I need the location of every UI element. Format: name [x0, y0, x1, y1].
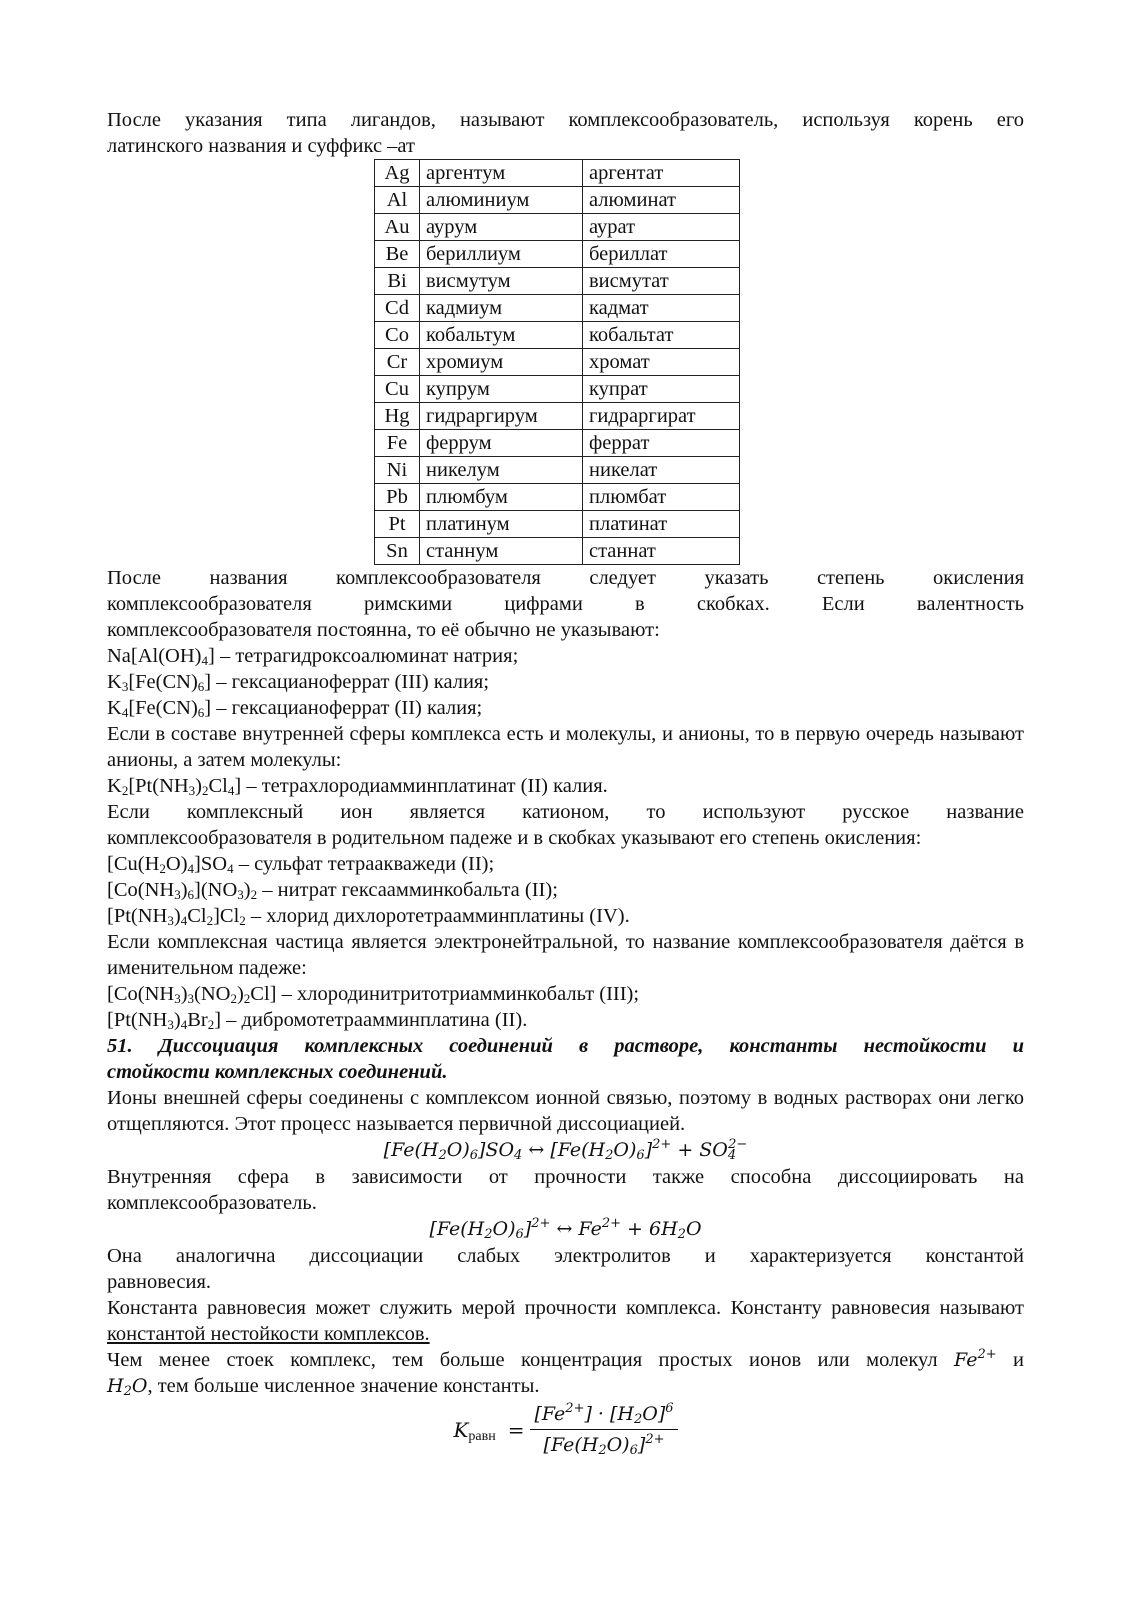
table-row — [375, 187, 740, 214]
example-pt-cl: $[Pt(NH_3)_4Cl_2]Cl_2$ – хлорид дихлоротетраамминплатины (IV). — [107, 905, 630, 928]
table-row — [375, 430, 740, 457]
equation-secondary-dissociation: $[Fe(H_2O)_6]^{2+}$ ↔ $Fe^{2+} + 6H_2O$ — [429, 1216, 702, 1242]
section-51-paragraph-1: Ионы внешней сферы соединены с комплексом ионной связью, поэтому в водных растворах они легко отщепляются. Этот процесс называется первичной диссоциацией. — [107, 1087, 1024, 1135]
ate-name: плюмбат — [583, 484, 740, 511]
equation-primary-dissociation: $[Fe(H_2O)_6]SO_4$ ↔ $[Fe(H_2O)_6]^{2+} + SO_4^{2-}$ — [383, 1137, 748, 1163]
cation-line-1: Если комплексный ион является катионом, то используют русское название — [107, 801, 1024, 823]
oxidation-line-1: После названия комплексообразователя следует указать степень окисления — [107, 567, 1024, 589]
ate-name: феррат — [583, 430, 740, 457]
element-symbol: Bi — [375, 268, 420, 295]
element-symbol: Cd — [375, 295, 420, 322]
table-row — [375, 349, 740, 376]
section-51-paragraph-2-line-1: Внутренняя сфера в зависимости от прочности также способна диссоциировать на — [107, 1166, 1024, 1188]
anions-paragraph: Если в составе внутренней сферы комплекса есть и молекулы, и анионы, то в первую очередь называют анионы, а затем молекулы: — [107, 723, 1024, 771]
equilibrium-constant-formula — [107, 1401, 1024, 1458]
table-row — [375, 538, 740, 565]
latin-name: бериллиум — [420, 241, 583, 268]
fraction-denominator: $[Fe(H_2O)_6]^{2+}$ — [543, 1432, 665, 1458]
ate-name: кадмат — [583, 295, 740, 322]
latin-name: гидраргирум — [420, 403, 583, 430]
section-51-paragraph-5-line-1: Чем менее стоек комплекс, тем больше концентрация простых ионов или молекул $Fe^{2+}$ и — [107, 1347, 1024, 1371]
element-symbol: Ni — [375, 457, 420, 484]
cation-line-2: комплексообразователя в родительном падеже и в скобках указывают его степень окисления: — [107, 827, 922, 849]
ate-name: алюминат — [583, 187, 740, 214]
fraction-numerator: $[Fe^{2+}] \cdot [H_2O]^6$ — [530, 1401, 677, 1430]
ate-name: аурат — [583, 214, 740, 241]
latin-name: кадмиум — [420, 295, 583, 322]
table-row — [375, 376, 740, 403]
ate-name: аргентат — [583, 160, 740, 187]
fraction — [530, 1401, 677, 1458]
example-k4-fe: $K_4[Fe(CN)_6]$ – гексацианоферрат (II) калия; — [107, 697, 483, 720]
table-row — [375, 322, 740, 349]
table-row — [375, 403, 740, 430]
intro-line-1: После указания типа лигандов, называют комплексообразователь, используя корень его — [107, 109, 1024, 131]
underlined-term: константой нестойкости комплексов. — [107, 1323, 430, 1345]
latin-name: аурум — [420, 214, 583, 241]
element-symbol: Sn — [375, 538, 420, 565]
example-co-no2: $[Co(NH_3)_3(NO_2)_2Cl]$ – хлородинитритотриамминкобальт (III); — [107, 983, 640, 1006]
element-symbol: Cr — [375, 349, 420, 376]
section-51-paragraph-2-line-2: комплексообразователь. — [107, 1192, 317, 1214]
equals-sign: = — [507, 1417, 525, 1442]
latin-name: висмутум — [420, 268, 583, 295]
element-names-table — [374, 159, 740, 565]
example-pt-br: $[Pt(NH_3)_4Br_2]$ – дибромотетраамминплатина (II). — [107, 1009, 528, 1032]
section-51-paragraph-3-line-2: равновесия. — [107, 1271, 212, 1293]
ate-name: никелат — [583, 457, 740, 484]
latin-name: станнум — [420, 538, 583, 565]
latin-name: алюминиум — [420, 187, 583, 214]
ate-name: кобальтат — [583, 322, 740, 349]
element-symbol: Be — [375, 241, 420, 268]
ate-name: висмутат — [583, 268, 740, 295]
element-symbol: Pb — [375, 484, 420, 511]
oxidation-line-3: комплексообразователя постоянна, то её обычно не указывают: — [107, 619, 660, 641]
latin-name: никелум — [420, 457, 583, 484]
table-row — [375, 511, 740, 538]
ate-name: гидраргират — [583, 403, 740, 430]
k-label: $K_{равн}$ — [453, 1417, 496, 1444]
section-51-paragraph-4: Константа равновесия может служить мерой прочности комплекса. Константу равновесия называют константой нестойкости комплексов. — [107, 1297, 1024, 1345]
latin-name: платинум — [420, 511, 583, 538]
ate-name: бериллат — [583, 241, 740, 268]
page-content — [107, 107, 1024, 1458]
element-symbol: Au — [375, 214, 420, 241]
ate-name: платинат — [583, 511, 740, 538]
section-51-paragraph-5-line-2: $H_2O$, тем больше численное значение константы. — [107, 1375, 540, 1399]
latin-name: хромиум — [420, 349, 583, 376]
example-co-no3: $[Co(NH_3)_6](NO_3)_2$ – нитрат гексаамминкобальта (II); — [107, 879, 558, 902]
latin-name: аргентум — [420, 160, 583, 187]
intro-line-2: латинского названия и суффикс –ат — [107, 135, 415, 157]
section-51-paragraph-3-line-1: Она аналогична диссоциации слабых электролитов и характеризуется константой — [107, 1245, 1024, 1267]
element-symbol: Al — [375, 187, 420, 214]
element-symbol: Pt — [375, 511, 420, 538]
latin-name: плюмбум — [420, 484, 583, 511]
example-na-al: $Na[Al(OH)_4]$ – тетрагидроксоалюминат натрия; — [107, 645, 519, 668]
example-k3-fe: $K_3[Fe(CN)_6]$ – гексацианоферрат (III) калия; — [107, 671, 490, 694]
table-row — [375, 268, 740, 295]
element-symbol: Hg — [375, 403, 420, 430]
latin-name: феррум — [420, 430, 583, 457]
ate-name: хромат — [583, 349, 740, 376]
table-row — [375, 160, 740, 187]
element-symbol: Fe — [375, 430, 420, 457]
table-row — [375, 295, 740, 322]
ate-name: станнат — [583, 538, 740, 565]
ate-name: купрат — [583, 376, 740, 403]
neutral-paragraph: Если комплексная частица является электронейтральной, то название комплексообразователя даётся в именительном падеже: — [107, 931, 1024, 979]
table-row — [375, 484, 740, 511]
table-row — [375, 214, 740, 241]
latin-name: купрум — [420, 376, 583, 403]
table-row — [375, 457, 740, 484]
latin-name: кобальтум — [420, 322, 583, 349]
table-row — [375, 241, 740, 268]
example-k2-pt: $K_2[Pt(NH_3)_2Cl_4]$ – тетрахлородиамминплатинат (II) калия. — [107, 775, 608, 798]
oxidation-line-2: комплексообразователя римскими цифрами в скобках. Если валентность — [107, 593, 1024, 615]
section-51-heading: 51. Диссоциация комплексных соединений в растворе, константы нестойкости и стойкости комплексных соединений. — [107, 1035, 1024, 1083]
example-cu: $[Cu(H_2O)_4]SO_4$ – сульфат тетраакважеди (II); — [107, 853, 495, 876]
element-symbol: Cu — [375, 376, 420, 403]
element-symbol: Co — [375, 322, 420, 349]
element-symbol: Ag — [375, 160, 420, 187]
